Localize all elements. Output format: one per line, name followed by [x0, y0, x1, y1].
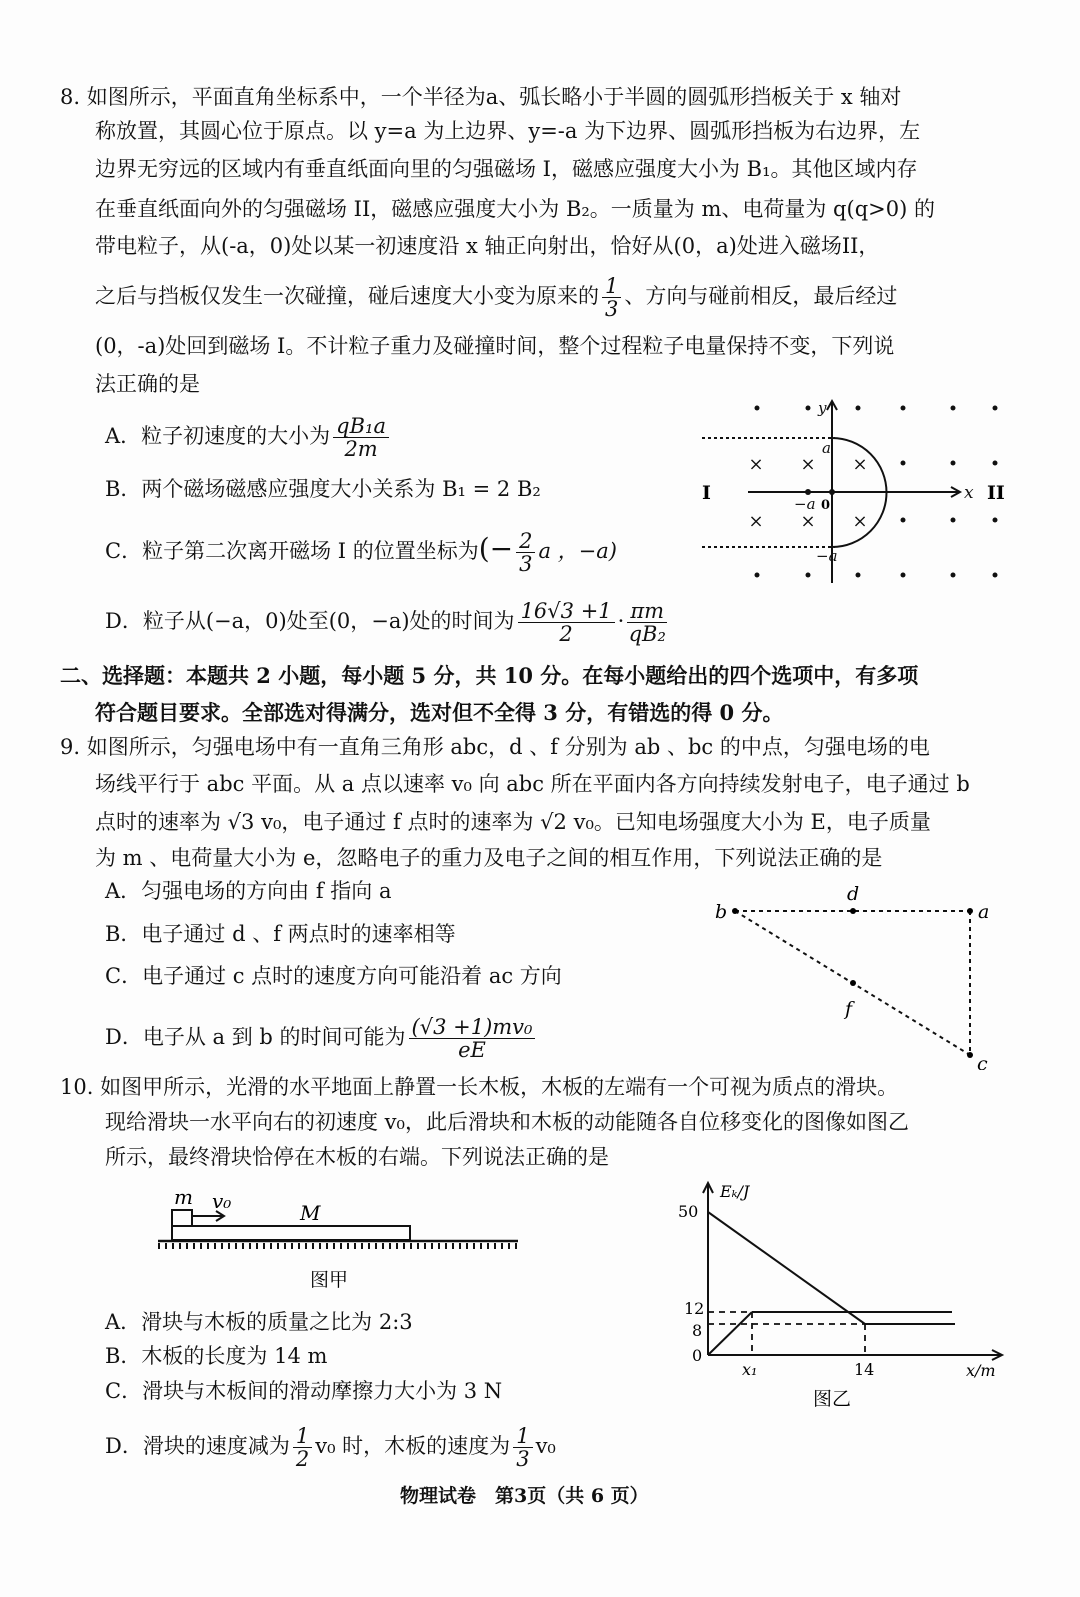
- a-label: a: [822, 439, 831, 457]
- num: 2: [516, 530, 535, 553]
- q10-line: 10. 如图甲所示，光滑的水平地面上静置一长木板，木板的左端有一个可视为质点的滑块。: [60, 1075, 899, 1099]
- slider-ek-line: [708, 1212, 865, 1324]
- svg-text:×: ×: [748, 454, 764, 475]
- page-footer: 物理试卷 第3页（共 6 页）: [400, 1485, 649, 1507]
- t: v₀: [535, 1434, 556, 1458]
- section-2-instructions: 符合题目要求。全部选对得满分，选对但不全得 3 分，有错选的得 0 分。: [95, 700, 784, 725]
- board-ek-line: [708, 1312, 752, 1355]
- q10-option-d: [105, 1425, 556, 1470]
- den: eE: [458, 1038, 486, 1062]
- v0-label: v₀: [212, 1189, 232, 1213]
- y-tick: 0: [692, 1346, 703, 1365]
- den: 2: [559, 622, 573, 646]
- q10-line: 现给滑块一水平向右的初速度 v₀，此后滑块和木板的动能随各自位移变化的图像如图乙: [105, 1110, 909, 1134]
- q10-option-a: A．滑块与木板的质量之比为 2:3: [105, 1310, 413, 1334]
- q9-line: 点时的速率为 √3 v₀，电子通过 f 点时的速率为 √2 v₀。已知电场强度大小为 E，电子质量: [95, 810, 931, 834]
- section-2-instructions: 二、选择题：本题共 2 小题，每小题 5 分，共 10 分。在每小题给出的四个选项中，有多项: [60, 663, 919, 688]
- svg-text:×: ×: [800, 511, 816, 532]
- q8-option-c: [105, 530, 617, 575]
- t: A．粒子初速度的大小为: [105, 424, 331, 448]
- q8-line: 法正确的是: [95, 372, 200, 396]
- fraction: [516, 530, 535, 575]
- neg-a-x-label: −a: [794, 495, 816, 513]
- t: D．粒子从(−a，0)处至(0，−a)处的时间为: [105, 609, 515, 633]
- q8-line: [95, 275, 897, 320]
- wooden-board: [172, 1226, 410, 1240]
- y-tick: 12: [684, 1299, 705, 1318]
- q9-line: 9. 如图所示，匀强电场中有一直角三角形 abc，d 、f 分别为 ab 、bc 的中点，匀强电场的电: [60, 735, 930, 759]
- q9-option-b: B．电子通过 d 、f 两点时的速率相等: [105, 922, 456, 946]
- q8-line: 带电粒子，从(-a，0)处以某一初速度沿 x 轴正向射出，恰好从(0，a)处进入磁场II，: [95, 234, 880, 258]
- fraction: [333, 415, 389, 460]
- t: C．粒子第二次离开磁场 I 的位置坐标为: [105, 539, 479, 563]
- figure-a-caption: 图甲: [310, 1269, 349, 1291]
- num: (√3 +1)mv₀: [409, 1016, 536, 1039]
- svg-text:×: ×: [800, 454, 816, 475]
- svg-text:×: ×: [852, 511, 868, 532]
- t: a ，−a): [538, 539, 617, 563]
- y-tick: 50: [678, 1202, 699, 1221]
- q9-option-c: C．电子通过 c 点时的速度方向可能沿着 ac 方向: [105, 964, 562, 988]
- slider-block: [172, 1210, 192, 1226]
- q9-line: 场线平行于 abc 平面。从 a 点以速率 v₀ 向 abc 所在平面内各方向持续发射电子，电子通过 b: [95, 772, 970, 796]
- point-b-label: b: [715, 901, 728, 923]
- q8-line: 称放置，其圆心位于原点。以 y=a 为上边界、y=-a 为下边界、圆弧形挡板为右边界，左: [95, 119, 921, 143]
- figure-b-caption: 图乙: [813, 1388, 852, 1410]
- q8-line: 在垂直纸面向外的匀强磁场 II，磁感应强度大小为 B₂。一质量为 m、电荷量为 q(q>0) 的: [95, 197, 935, 221]
- q8-line: 边界无穷远的区域内有垂直纸面向里的匀强磁场 I，磁感应强度大小为 B₁。其他区域内存: [95, 157, 918, 181]
- q10-option-c: C．滑块与木板间的滑动摩擦力大小为 3 N: [105, 1379, 503, 1403]
- den: 3: [519, 552, 533, 576]
- neg-a-label: −a: [816, 547, 838, 565]
- q9-triangle-diagram: [705, 880, 1005, 1070]
- num: 1: [293, 1425, 312, 1448]
- t: D．电子从 a 到 b 的时间可能为: [105, 1025, 406, 1049]
- t: v₀ 时，木板的速度为: [315, 1434, 511, 1458]
- x-axis-label: x/m: [966, 1361, 996, 1380]
- q9-line: 为 m 、电荷量大小为 e，忽略电子的重力及电子之间的相互作用，下列说法正确的是: [95, 846, 883, 870]
- y-tick: 8: [692, 1321, 703, 1340]
- q8-line: 8. 如图所示，平面直角坐标系中，一个半径为a、弧长略小于半圆的圆弧形挡板关于 x 轴对: [60, 85, 902, 109]
- den: 2m: [344, 437, 378, 461]
- num: 16√3 +1: [518, 600, 615, 623]
- point-f-label: f: [845, 998, 853, 1020]
- svg-text:×: ×: [748, 511, 764, 532]
- y-axis-label: Eₖ/J: [720, 1182, 750, 1201]
- t: (−: [478, 532, 514, 565]
- q8-field-diagram: [690, 395, 1010, 583]
- q8-option-b: B．两个磁场磁感应强度大小关系为 B₁ = 2 B₂: [105, 477, 541, 501]
- region-2-label: II: [987, 482, 1005, 504]
- point-a-label: a: [978, 901, 990, 923]
- fraction: [602, 275, 621, 320]
- fraction: [518, 600, 615, 645]
- x-label: x: [964, 483, 974, 503]
- num: 1: [513, 1425, 532, 1448]
- fraction: [409, 1016, 536, 1061]
- point-c-label: c: [977, 1053, 988, 1070]
- point-d-label: d: [847, 883, 860, 905]
- fraction: [627, 600, 667, 645]
- fraction: [513, 1425, 532, 1470]
- t: ·: [617, 609, 625, 633]
- num: qB₁a: [333, 415, 389, 438]
- num: 1: [602, 275, 621, 298]
- region-1-label: I: [702, 482, 711, 504]
- q10-line: 所示，最终滑块恰停在木板的右端。下列说法正确的是: [105, 1145, 609, 1169]
- q10-option-b: B．木板的长度为 14 m: [105, 1344, 328, 1368]
- num: πm: [627, 600, 667, 623]
- y-label: y: [818, 399, 827, 417]
- q10-figure-b-chart: [670, 1175, 1010, 1410]
- den: 3: [516, 1447, 530, 1471]
- t: D．滑块的速度减为: [105, 1434, 290, 1458]
- t: 、方向与碰前相反，最后经过: [624, 284, 898, 308]
- q8-option-d: [105, 600, 670, 645]
- x-tick: 14: [854, 1360, 875, 1379]
- t: 之后与挡板仅发生一次碰撞，碰后速度大小变为原来的: [95, 284, 599, 308]
- q9-option-a: A．匀强电场的方向由 f 指向 a: [105, 879, 392, 903]
- q9-option-d: [105, 1016, 538, 1061]
- den: qB₂: [628, 622, 666, 646]
- q8-option-a: [105, 415, 392, 460]
- den: 2: [295, 1447, 310, 1471]
- mass-m-label: m: [174, 1185, 193, 1209]
- q10-figure-a: [150, 1180, 530, 1295]
- x-tick: x₁: [742, 1360, 758, 1379]
- den: 3: [605, 297, 619, 321]
- origin-label: 0: [821, 498, 831, 513]
- q8-line: (0，-a)处回到磁场 I。不计粒子重力及碰撞时间，整个过程粒子电量保持不变，下列说: [95, 334, 895, 358]
- fraction: [293, 1425, 312, 1470]
- svg-text:×: ×: [852, 454, 868, 475]
- mass-M-label: M: [300, 1201, 321, 1225]
